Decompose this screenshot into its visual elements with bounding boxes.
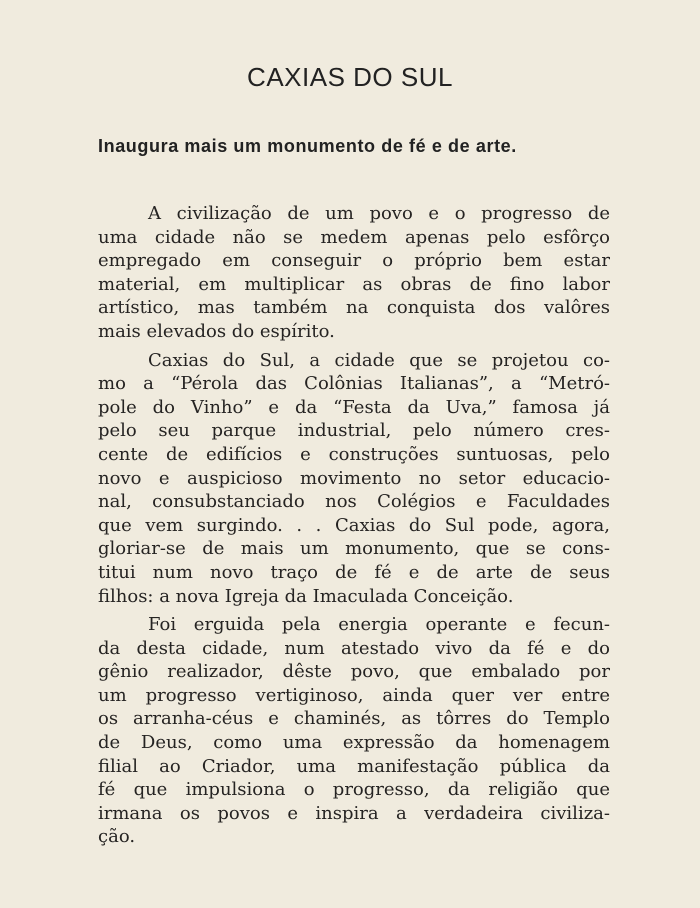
- text-line: filhos: a nova Igreja da Imaculada Conceição.: [98, 585, 514, 607]
- text-line: mais elevados do espírito.: [98, 320, 335, 342]
- text-line: fé que impulsiona o progresso, da religião que: [98, 779, 610, 801]
- text-line: da desta cidade, num atestado vivo da fé e do: [98, 637, 610, 659]
- text-line: ção.: [98, 826, 136, 848]
- text-line: material, em multiplicar as obras de fino labor: [98, 273, 610, 295]
- text-line: titui num novo traço de fé e de arte de seus: [98, 561, 610, 583]
- article-body: [98, 202, 610, 854]
- text-line: Caxias do Sul, a cidade que se projetou co-: [148, 349, 610, 371]
- text-line: cente de edifícios e construções suntuosas, pelo: [98, 443, 610, 465]
- paragraph: [98, 613, 610, 849]
- text-line: artístico, mas também na conquista dos valôres: [98, 297, 610, 319]
- text-line: de Deus, como uma expressão da homenagem: [98, 732, 610, 754]
- text-line: os arranha-céus e chaminés, as tôrres do Templo: [98, 708, 610, 730]
- text-line: gênio realizador, dêste povo, que embalado por: [98, 661, 610, 683]
- text-line: novo e auspicioso movimento no setor educacio-: [98, 467, 610, 489]
- text-line: filial ao Criador, uma manifestação pública da: [98, 755, 610, 777]
- page-title: CAXIAS DO SUL: [247, 62, 453, 92]
- text-line: irmana os povos e inspira a verdadeira civiliza-: [98, 802, 610, 824]
- text-line: Foi erguida pela energia operante e fecun-: [148, 614, 610, 636]
- text-line: um progresso vertiginoso, ainda quer ver entre: [98, 684, 610, 706]
- text-line: uma cidade não se medem apenas pelo esfôrço: [98, 226, 610, 248]
- text-line: gloriar-se de mais um monumento, que se cons-: [98, 538, 610, 560]
- text-line: A civilização de um povo e o progresso de: [148, 203, 610, 224]
- text-line: que vem surgindo. . . Caxias do Sul pode, agora,: [98, 514, 610, 536]
- text-line: pole do Vinho” e da “Festa da Uva,” famosa já: [98, 396, 610, 418]
- paragraph: [98, 202, 610, 344]
- text-line: mo a “Pérola das Colônias Italianas”, a “Metró-: [98, 373, 610, 395]
- page-subtitle: Inaugura mais um monumento de fé e de arte.: [98, 136, 517, 156]
- text-line: nal, consubstanciado nos Colégios e Faculdades: [98, 491, 610, 513]
- paragraph: [98, 349, 610, 609]
- text-line: pelo seu parque industrial, pelo número cres-: [98, 420, 610, 442]
- text-line: empregado em conseguir o próprio bem estar: [98, 250, 610, 272]
